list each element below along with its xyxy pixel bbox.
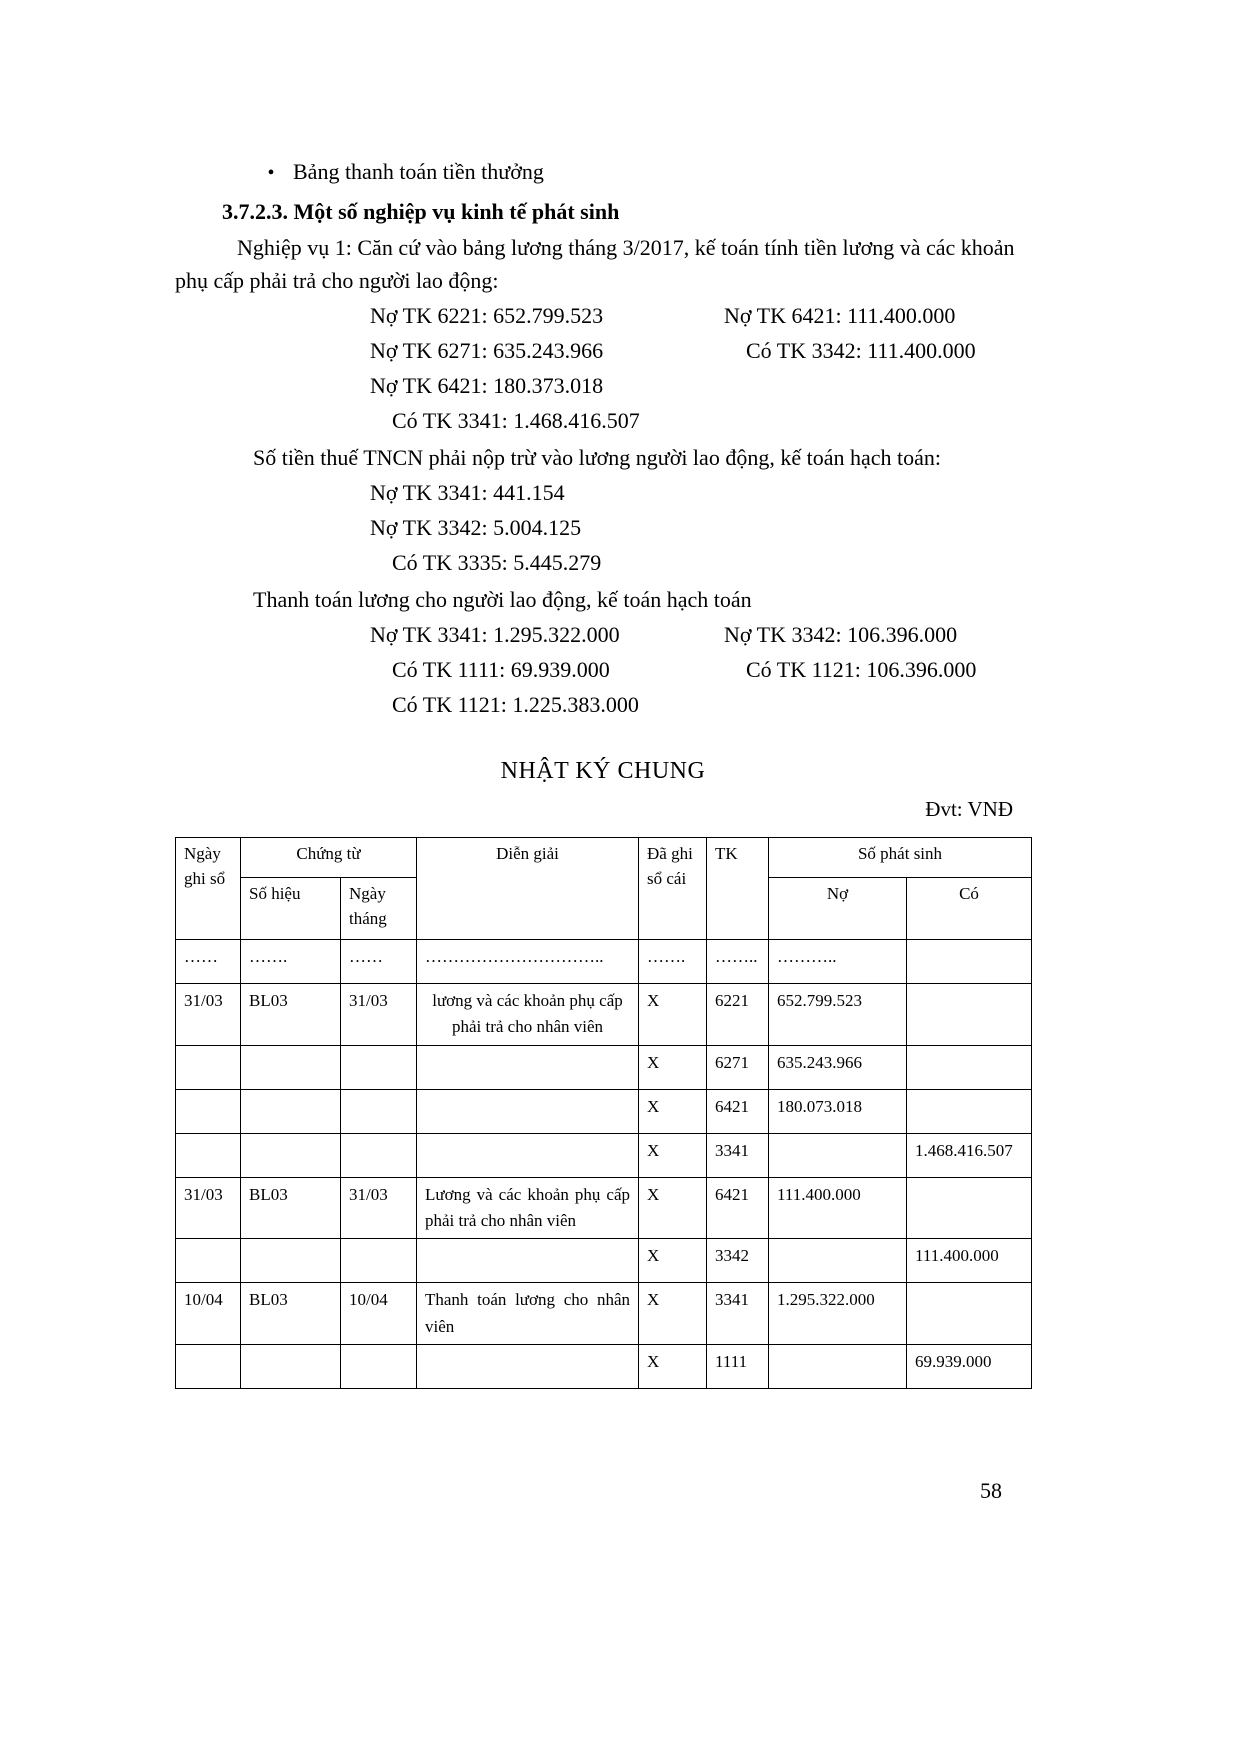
cell-desc: …………………………..	[417, 940, 639, 984]
cell-doc-no	[241, 1045, 341, 1089]
entry-left: Có TK 1121: 1.225.383.000	[392, 692, 639, 717]
journal-entries-payment	[175, 617, 1031, 722]
col-header-co: Có	[907, 878, 1032, 940]
cell-debit: 1.295.322.000	[769, 1283, 907, 1345]
cell-date: 31/03	[176, 1177, 241, 1239]
cell-doc-no	[241, 1345, 341, 1389]
cell-posted: X	[639, 1133, 707, 1177]
cell-posted: X	[639, 1089, 707, 1133]
entry-line	[175, 617, 1031, 652]
cell-account: 6271	[707, 1045, 769, 1089]
cell-debit	[769, 1345, 907, 1389]
col-header-ngay-ghi-so: Ngày ghi sổ	[176, 838, 241, 940]
cell-posted: X	[639, 1045, 707, 1089]
cell-account: 6421	[707, 1089, 769, 1133]
cell-date: 31/03	[176, 984, 241, 1046]
cell-doc-no	[241, 1133, 341, 1177]
entry-right: Nợ TK 3342: 106.396.000	[724, 622, 958, 647]
cell-doc-no: BL03	[241, 1177, 341, 1239]
table-row	[176, 940, 1032, 984]
cell-account: 1111	[707, 1345, 769, 1389]
cell-doc-no: BL03	[241, 984, 341, 1046]
cell-desc	[417, 1089, 639, 1133]
cell-debit	[769, 1133, 907, 1177]
cell-date	[176, 1239, 241, 1283]
entry-line	[175, 510, 1031, 545]
entry-right: Nợ TK 6421: 111.400.000	[724, 303, 956, 328]
journal-entries-tax	[175, 475, 1031, 580]
cell-desc	[417, 1133, 639, 1177]
table-row	[176, 1283, 1032, 1345]
payment-paragraph: Thanh toán lương cho người lao động, kế toán hạch toán	[253, 587, 752, 612]
cell-credit: 69.939.000	[907, 1345, 1032, 1389]
cell-date	[176, 1345, 241, 1389]
entry-line	[175, 475, 1031, 510]
cell-doc-date: 31/03	[341, 984, 417, 1046]
cell-date	[176, 1089, 241, 1133]
tax-paragraph: Số tiền thuế TNCN phải nộp trừ vào lương người lao động, kế toán hạch toán:	[253, 445, 941, 470]
cell-credit	[907, 1283, 1032, 1345]
entry-line	[175, 545, 1031, 580]
page-number: 58	[980, 1478, 1002, 1503]
cell-doc-date	[341, 1345, 417, 1389]
cell-posted: …….	[639, 940, 707, 984]
col-header-no: Nợ	[769, 878, 907, 940]
journal-table-header	[176, 838, 1032, 940]
cell-account: 6221	[707, 984, 769, 1046]
entry-left: Nợ TK 3342: 5.004.125	[370, 515, 582, 540]
entry-left: Có TK 1111: 69.939.000	[392, 657, 610, 682]
cell-debit: 635.243.966	[769, 1045, 907, 1089]
cell-desc: lương và các khoản phụ cấp phải trả cho nhân viên	[417, 984, 639, 1046]
unit-label: Đvt: VNĐ	[925, 797, 1013, 821]
cell-doc-date: 10/04	[341, 1283, 417, 1345]
section-heading: 3.7.2.3. Một số nghiệp vụ kinh tế phát sinh	[222, 199, 620, 224]
entry-left: Nợ TK 6221: 652.799.523	[370, 303, 604, 328]
cell-date	[176, 1045, 241, 1089]
cell-credit	[907, 940, 1032, 984]
cell-doc-date	[341, 1133, 417, 1177]
cell-posted: X	[639, 1177, 707, 1239]
cell-debit: ………..	[769, 940, 907, 984]
cell-credit: 111.400.000	[907, 1239, 1032, 1283]
cell-doc-date: 31/03	[341, 1177, 417, 1239]
cell-credit	[907, 984, 1032, 1046]
cell-doc-date: ……	[341, 940, 417, 984]
bullet-icon: •	[267, 162, 275, 184]
col-header-so-hieu: Số hiệu	[241, 878, 341, 940]
cell-debit: 111.400.000	[769, 1177, 907, 1239]
entry-line	[175, 403, 1031, 438]
entry-left: Nợ TK 6421: 180.373.018	[370, 373, 604, 398]
header-row-1	[176, 838, 1032, 878]
entry-line	[175, 333, 1031, 368]
cell-account: 3341	[707, 1283, 769, 1345]
table-row	[176, 1133, 1032, 1177]
cell-credit: 1.468.416.507	[907, 1133, 1032, 1177]
cell-desc	[417, 1045, 639, 1089]
entry-line	[175, 368, 1031, 403]
cell-desc: Lương và các khoản phụ cấp phải trả cho nhân viên	[417, 1177, 639, 1239]
cell-debit: 652.799.523	[769, 984, 907, 1046]
entry-line	[175, 652, 1031, 687]
table-row	[176, 1045, 1032, 1089]
cell-posted: X	[639, 1283, 707, 1345]
page-content	[175, 156, 1031, 1389]
cell-date	[176, 1133, 241, 1177]
journal-title: NHẬT KÝ CHUNG	[500, 758, 706, 784]
cell-desc	[417, 1345, 639, 1389]
journal-entries-salary	[175, 298, 1031, 438]
col-header-da-ghi-so-cai: Đã ghi sổ cái	[639, 838, 707, 940]
bullet-item	[262, 156, 1031, 189]
table-row	[176, 1239, 1032, 1283]
cell-doc-no	[241, 1239, 341, 1283]
intro-paragraph: Nghiệp vụ 1: Căn cứ vào bảng lương tháng 3/2017, kế toán tính tiền lương và các khoản phụ cấp phải trả cho người lao động:	[175, 235, 1015, 293]
cell-doc-no: BL03	[241, 1283, 341, 1345]
cell-credit	[907, 1089, 1032, 1133]
cell-credit	[907, 1045, 1032, 1089]
entry-line	[175, 687, 1031, 722]
cell-doc-date	[341, 1089, 417, 1133]
cell-date: ……	[176, 940, 241, 984]
cell-desc: Thanh toán lương cho nhân viên	[417, 1283, 639, 1345]
entry-left: Nợ TK 6271: 635.243.966	[370, 338, 604, 363]
cell-doc-no	[241, 1089, 341, 1133]
cell-account: 6421	[707, 1177, 769, 1239]
entry-line	[175, 298, 1031, 333]
cell-account: ……..	[707, 940, 769, 984]
table-row	[176, 1345, 1032, 1389]
col-header-chung-tu: Chứng từ	[241, 838, 417, 878]
entry-left: Nợ TK 3341: 441.154	[370, 480, 565, 505]
col-header-so-phat-sinh: Số phát sinh	[769, 838, 1032, 878]
col-header-tk: TK	[707, 838, 769, 940]
cell-credit	[907, 1177, 1032, 1239]
table-row	[176, 984, 1032, 1046]
cell-desc	[417, 1239, 639, 1283]
entry-right: Có TK 3342: 111.400.000	[746, 338, 976, 363]
entry-left: Có TK 3335: 5.445.279	[392, 550, 602, 575]
cell-debit	[769, 1239, 907, 1283]
entry-left: Nợ TK 3341: 1.295.322.000	[370, 622, 620, 647]
table-row	[176, 1089, 1032, 1133]
cell-debit: 180.073.018	[769, 1089, 907, 1133]
cell-posted: X	[639, 1345, 707, 1389]
bullet-item-text: Bảng thanh toán tiền thưởng	[293, 159, 544, 184]
cell-posted: X	[639, 1239, 707, 1283]
entry-left: Có TK 3341: 1.468.416.507	[392, 408, 640, 433]
cell-date: 10/04	[176, 1283, 241, 1345]
cell-account: 3342	[707, 1239, 769, 1283]
journal-table	[175, 837, 1032, 1389]
cell-doc-no: …….	[241, 940, 341, 984]
cell-doc-date	[341, 1045, 417, 1089]
col-header-dien-giai: Diễn giải	[417, 838, 639, 940]
cell-doc-date	[341, 1239, 417, 1283]
col-header-ngay-thang: Ngày tháng	[341, 878, 417, 940]
journal-table-body	[176, 940, 1032, 1389]
entry-right: Có TK 1121: 106.396.000	[746, 657, 977, 682]
cell-posted: X	[639, 984, 707, 1046]
cell-account: 3341	[707, 1133, 769, 1177]
table-row	[176, 1177, 1032, 1239]
